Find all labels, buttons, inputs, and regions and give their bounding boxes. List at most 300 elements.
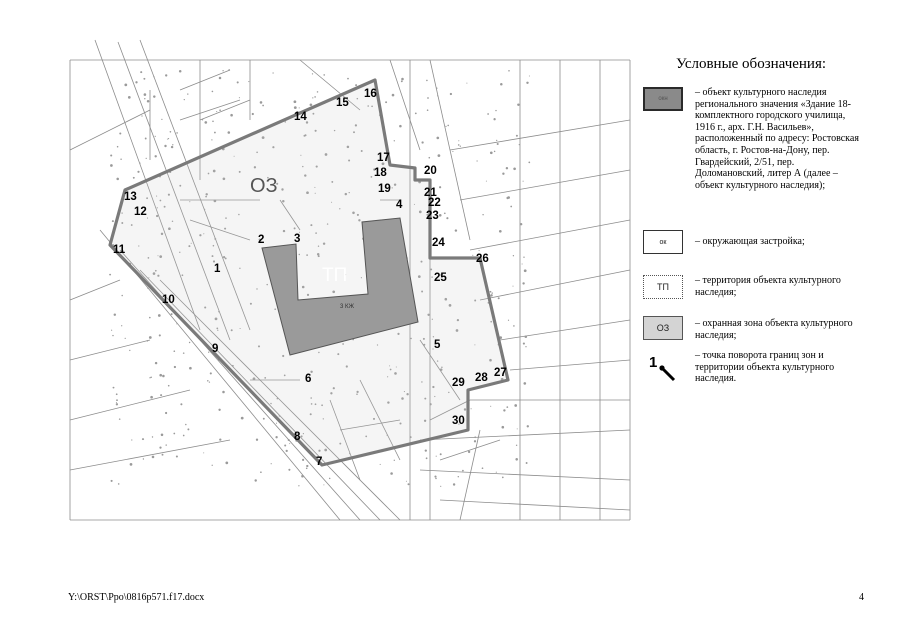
texture-dot — [284, 444, 286, 446]
texture-dot — [212, 91, 214, 93]
texture-dot — [466, 83, 467, 84]
texture-dot — [155, 155, 157, 157]
texture-dot — [140, 71, 142, 73]
texture-dot — [294, 106, 297, 109]
turning-point-label: 17 — [377, 152, 390, 164]
texture-dot — [436, 87, 438, 89]
texture-dot — [147, 287, 148, 288]
texture-dot — [310, 103, 313, 106]
texture-dot — [219, 77, 222, 80]
texture-dot — [453, 483, 455, 485]
texture-dot — [118, 483, 120, 485]
texture-dot — [111, 330, 112, 331]
turning-point-label: 5 — [434, 339, 441, 351]
texture-dot — [173, 433, 175, 435]
map-line — [510, 360, 630, 370]
legend-text-turning-point: – точка поворота границ зон и территории объекта культурного наследия. — [695, 350, 835, 385]
turning-point-label: 21 — [424, 187, 437, 199]
texture-dot — [228, 131, 231, 134]
texture-dot — [128, 96, 131, 99]
texture-dot — [528, 162, 530, 164]
texture-dot — [176, 455, 178, 457]
texture-dot — [524, 269, 527, 272]
turning-point-label: 26 — [476, 253, 489, 265]
texture-dot — [260, 471, 262, 473]
map-line — [70, 440, 230, 470]
texture-dot — [262, 105, 264, 107]
texture-dot — [355, 84, 357, 86]
protection-zone-boundary — [110, 80, 508, 465]
texture-dot — [523, 343, 525, 345]
turning-point-label: 3 — [294, 233, 301, 245]
texture-dot — [119, 418, 121, 420]
texture-dot — [162, 375, 165, 378]
texture-dot — [219, 438, 221, 440]
turning-point-label: 15 — [336, 97, 349, 109]
texture-dot — [503, 409, 505, 411]
texture-dot — [145, 138, 147, 140]
texture-dot — [476, 160, 477, 161]
texture-dot — [490, 151, 493, 154]
texture-dot — [406, 481, 407, 482]
texture-dot — [520, 223, 522, 225]
texture-dot — [517, 104, 519, 106]
texture-dot — [472, 255, 473, 256]
texture-dot — [525, 346, 526, 347]
texture-dot — [447, 125, 449, 127]
texture-dot — [211, 139, 212, 140]
texture-dot — [515, 458, 518, 461]
texture-dot — [203, 452, 204, 453]
turning-point-label: 2 — [258, 234, 265, 246]
texture-dot — [109, 274, 111, 276]
protection-zone-swatch: ОЗ — [643, 316, 683, 340]
texture-dot — [141, 115, 142, 116]
texture-dot — [152, 456, 155, 459]
texture-dot — [486, 181, 487, 182]
texture-dot — [522, 263, 523, 264]
texture-dot — [512, 286, 513, 287]
turning-point-label: 23 — [426, 210, 439, 222]
texture-dot — [526, 82, 528, 84]
texture-dot — [438, 154, 441, 157]
texture-dot — [165, 444, 166, 445]
map-line — [70, 280, 120, 300]
turning-point-label: 11 — [113, 244, 126, 256]
map-line — [500, 320, 630, 340]
page-number: 4 — [859, 592, 864, 603]
texture-dot — [288, 439, 290, 441]
texture-dot — [436, 456, 437, 457]
texture-dot — [298, 485, 299, 486]
legend-text-surrounding-buildings: – окружающая застройка; — [695, 236, 805, 247]
texture-dot — [150, 377, 152, 379]
texture-dot — [502, 477, 504, 479]
texture-dot — [137, 171, 139, 173]
turning-point-label: 6 — [305, 373, 312, 385]
texture-dot — [421, 141, 423, 143]
texture-dot — [161, 119, 162, 120]
texture-dot — [228, 69, 230, 71]
texture-dot — [446, 217, 448, 219]
texture-dot — [427, 97, 429, 99]
texture-dot — [415, 112, 417, 114]
texture-dot — [474, 440, 476, 442]
turning-point-label: 1 — [214, 263, 221, 275]
texture-dot — [180, 403, 182, 405]
texture-dot — [312, 73, 313, 74]
map-line — [70, 110, 150, 150]
texture-dot — [450, 93, 452, 95]
texture-dot — [314, 96, 316, 98]
turning-point-label: 22 — [428, 197, 441, 209]
texture-dot — [187, 93, 188, 94]
legend-text-heritage-object: – объект культурного наследия регионального значения «Здание 18-комплектного городского училища, 1916 г., арх. Г.Н. Васильев», расположенный по адресу: Ростовская область, г. Ростов-на-Дону, пер. Гвардейский, 2/51, пер. Доломановский, литер А (далее – объект культурного наследия); — [695, 87, 859, 191]
texture-dot — [506, 197, 508, 199]
texture-dot — [523, 181, 524, 182]
texture-dot — [174, 366, 176, 368]
texture-dot — [208, 352, 209, 353]
turning-point-label: 12 — [134, 206, 147, 218]
texture-dot — [499, 230, 502, 233]
texture-dot — [523, 256, 524, 257]
texture-dot — [458, 140, 459, 141]
turning-point-label: 20 — [424, 165, 437, 177]
texture-dot — [455, 229, 457, 231]
map-line — [440, 440, 500, 460]
turning-point-label: 19 — [378, 183, 391, 195]
texture-dot — [135, 81, 137, 83]
turning-point-label: 18 — [374, 167, 387, 179]
texture-dot — [147, 100, 150, 103]
texture-dot — [222, 70, 223, 71]
turning-point-label: 9 — [212, 343, 219, 355]
texture-dot — [516, 135, 518, 137]
texture-dot — [317, 91, 319, 93]
texture-dot — [347, 78, 349, 80]
texture-dot — [394, 460, 395, 461]
map-line — [460, 430, 480, 520]
texture-dot — [144, 93, 147, 96]
texture-dot — [173, 350, 175, 352]
turning-point-label: 4 — [396, 199, 403, 211]
texture-dot — [216, 111, 217, 112]
map-line — [460, 170, 630, 200]
texture-dot — [171, 146, 173, 148]
texture-dot — [502, 173, 504, 175]
texture-dot — [490, 406, 491, 407]
turning-point-label: 29 — [452, 377, 465, 389]
texture-dot — [392, 94, 395, 97]
texture-dot — [439, 214, 442, 217]
texture-dot — [497, 143, 499, 145]
texture-dot — [439, 186, 441, 188]
map-line — [70, 340, 150, 360]
texture-dot — [124, 84, 127, 87]
texture-dot — [183, 352, 185, 354]
texture-dot — [440, 486, 441, 487]
texture-dot — [516, 445, 517, 446]
map-line — [390, 60, 420, 150]
texture-dot — [149, 377, 150, 378]
texture-dot — [498, 297, 500, 299]
texture-dot — [147, 340, 149, 342]
turning-point-label: 16 — [364, 88, 377, 100]
map-line — [440, 500, 630, 510]
texture-dot — [160, 394, 162, 396]
texture-dot — [479, 250, 480, 251]
texture-dot — [401, 78, 404, 81]
texture-dot — [458, 144, 460, 146]
legend-text-protection-zone: – охранная зона объекта культурного наследия; — [695, 318, 853, 341]
texture-dot — [155, 136, 156, 137]
texture-dot — [113, 387, 115, 389]
texture-dot — [380, 464, 381, 465]
texture-dot — [482, 214, 483, 215]
texture-dot — [434, 476, 436, 478]
texture-dot — [237, 81, 239, 83]
texture-dot — [394, 140, 395, 141]
document-path: Y:\ORST\Ppo\0816p571.f17.docx — [68, 592, 205, 603]
texture-dot — [286, 450, 288, 452]
texture-dot — [519, 144, 520, 145]
turning-point-label: 30 — [452, 415, 465, 427]
turning-point-label: 13 — [124, 191, 137, 203]
legend-title: Условные обозначения: — [676, 56, 827, 72]
texture-dot — [114, 313, 116, 315]
texture-dot — [289, 443, 290, 444]
texture-dot — [312, 97, 313, 98]
texture-dot — [525, 336, 528, 339]
map-line — [470, 220, 630, 250]
texture-dot — [116, 393, 118, 395]
map-line — [450, 120, 630, 150]
texture-dot — [112, 335, 113, 336]
heritage-object-swatch: окн — [643, 87, 683, 111]
texture-dot — [204, 121, 207, 124]
map-line — [180, 70, 230, 90]
texture-dot — [436, 137, 439, 140]
texture-dot — [121, 325, 122, 326]
texture-dot — [329, 478, 331, 480]
surrounding-buildings-swatch: ок — [643, 230, 683, 254]
texture-dot — [426, 80, 428, 82]
texture-dot — [445, 126, 446, 127]
texture-dot — [491, 292, 492, 293]
texture-dot — [153, 76, 154, 77]
texture-dot — [146, 158, 147, 159]
texture-dot — [275, 436, 277, 438]
texture-dot — [111, 480, 113, 482]
texture-dot — [171, 313, 173, 315]
texture-dot — [149, 336, 152, 339]
zone-label: ОЗ — [250, 175, 278, 197]
texture-dot — [162, 454, 164, 456]
texture-dot — [142, 438, 144, 440]
texture-dot — [167, 139, 168, 140]
turning-point-label: 10 — [162, 294, 175, 306]
texture-dot — [452, 151, 453, 152]
turning-point-label: 7 — [316, 456, 323, 468]
texture-dot — [495, 110, 496, 111]
texture-dot — [189, 367, 192, 370]
texture-dot — [428, 157, 430, 159]
texture-dot — [427, 109, 429, 111]
legend-text-territory: – территория объекта культурного наследия; — [695, 275, 841, 298]
texture-dot — [214, 132, 216, 134]
texture-dot — [159, 447, 161, 449]
turning-point-label: 14 — [294, 111, 307, 123]
texture-dot — [496, 472, 497, 473]
texture-dot — [500, 83, 503, 86]
svg-text:3 КЖ: 3 КЖ — [340, 304, 355, 310]
texture-dot — [116, 399, 118, 401]
texture-dot — [513, 255, 514, 256]
texture-dot — [159, 374, 162, 377]
texture-dot — [183, 435, 185, 437]
texture-dot — [522, 282, 524, 284]
texture-dot — [401, 80, 403, 82]
texture-dot — [517, 428, 518, 429]
texture-dot — [301, 475, 304, 478]
texture-dot — [218, 409, 220, 411]
texture-dot — [494, 151, 496, 153]
texture-dot — [170, 131, 172, 133]
texture-dot — [239, 97, 240, 98]
texture-dot — [165, 412, 167, 414]
texture-dot — [523, 382, 526, 385]
texture-dot — [210, 372, 212, 374]
texture-dot — [514, 404, 517, 407]
texture-dot — [482, 467, 484, 469]
turning-point-label: 8 — [294, 431, 301, 443]
texture-dot — [490, 291, 492, 293]
turning-point-marker-icon — [647, 350, 683, 384]
texture-dot — [272, 72, 273, 73]
texture-dot — [299, 107, 300, 108]
texture-dot — [260, 101, 263, 104]
texture-dot — [513, 325, 515, 327]
texture-dot — [139, 163, 140, 164]
texture-dot — [323, 74, 325, 76]
turning-point-label: 27 — [494, 367, 507, 379]
texture-dot — [263, 418, 265, 420]
texture-dot — [187, 428, 189, 430]
texture-dot — [131, 439, 132, 440]
texture-dot — [460, 146, 461, 147]
texture-dot — [502, 426, 505, 429]
texture-dot — [176, 323, 177, 324]
texture-dot — [435, 478, 437, 480]
texture-dot — [468, 451, 470, 453]
texture-dot — [143, 458, 144, 459]
territory-swatch: ТП — [643, 275, 683, 299]
texture-dot — [425, 449, 427, 451]
texture-dot — [116, 178, 119, 181]
texture-dot — [112, 220, 114, 222]
texture-dot — [222, 391, 225, 394]
texture-dot — [437, 95, 438, 96]
texture-dot — [168, 138, 169, 139]
texture-dot — [143, 78, 145, 80]
texture-dot — [121, 295, 123, 297]
texture-dot — [125, 338, 126, 339]
texture-dot — [130, 463, 133, 466]
texture-dot — [526, 462, 528, 464]
texture-dot — [487, 113, 489, 115]
texture-dot — [408, 483, 410, 485]
texture-dot — [294, 100, 297, 103]
texture-dot — [117, 146, 119, 148]
texture-dot — [513, 167, 516, 170]
texture-dot — [155, 362, 157, 364]
map-line — [420, 470, 630, 480]
texture-dot — [164, 145, 166, 147]
texture-dot — [219, 109, 221, 111]
texture-dot — [185, 424, 187, 426]
territory-label: ТП — [322, 265, 348, 286]
texture-dot — [212, 465, 213, 466]
turning-point-label: 25 — [434, 272, 447, 284]
texture-dot — [209, 381, 210, 382]
texture-dot — [496, 140, 497, 141]
texture-dot — [158, 314, 161, 317]
texture-dot — [440, 453, 442, 455]
texture-dot — [527, 425, 529, 427]
texture-dot — [508, 320, 509, 321]
texture-dot — [189, 342, 190, 343]
texture-dot — [399, 125, 402, 128]
texture-dot — [471, 408, 472, 409]
texture-dot — [129, 350, 130, 351]
texture-dot — [508, 70, 510, 72]
texture-dot — [458, 476, 459, 477]
texture-dot — [172, 144, 173, 145]
texture-dot — [529, 75, 530, 76]
texture-dot — [276, 423, 277, 424]
turning-point-label: 28 — [475, 372, 488, 384]
texture-dot — [288, 469, 290, 471]
texture-dot — [230, 114, 233, 117]
texture-dot — [144, 98, 145, 99]
texture-dot — [161, 434, 164, 437]
texture-dot — [168, 385, 170, 387]
turning-point-label: 24 — [432, 237, 445, 249]
texture-dot — [116, 402, 117, 403]
texture-dot — [225, 462, 228, 465]
texture-dot — [474, 436, 476, 438]
texture-dot — [306, 468, 308, 470]
texture-dot — [184, 99, 185, 100]
texture-dot — [506, 167, 508, 169]
texture-dot — [110, 164, 113, 167]
texture-dot — [110, 154, 112, 156]
texture-dot — [271, 463, 272, 464]
texture-dot — [241, 417, 244, 420]
texture-dot — [254, 479, 256, 481]
texture-dot — [150, 396, 153, 399]
texture-dot — [176, 132, 178, 134]
texture-dot — [506, 406, 508, 408]
texture-dot — [120, 159, 121, 160]
texture-dot — [116, 403, 118, 405]
texture-dot — [252, 113, 254, 115]
texture-dot — [152, 436, 153, 437]
texture-dot — [426, 457, 428, 459]
texture-dot — [159, 334, 161, 336]
map-line — [70, 390, 190, 420]
texture-dot — [323, 484, 324, 485]
